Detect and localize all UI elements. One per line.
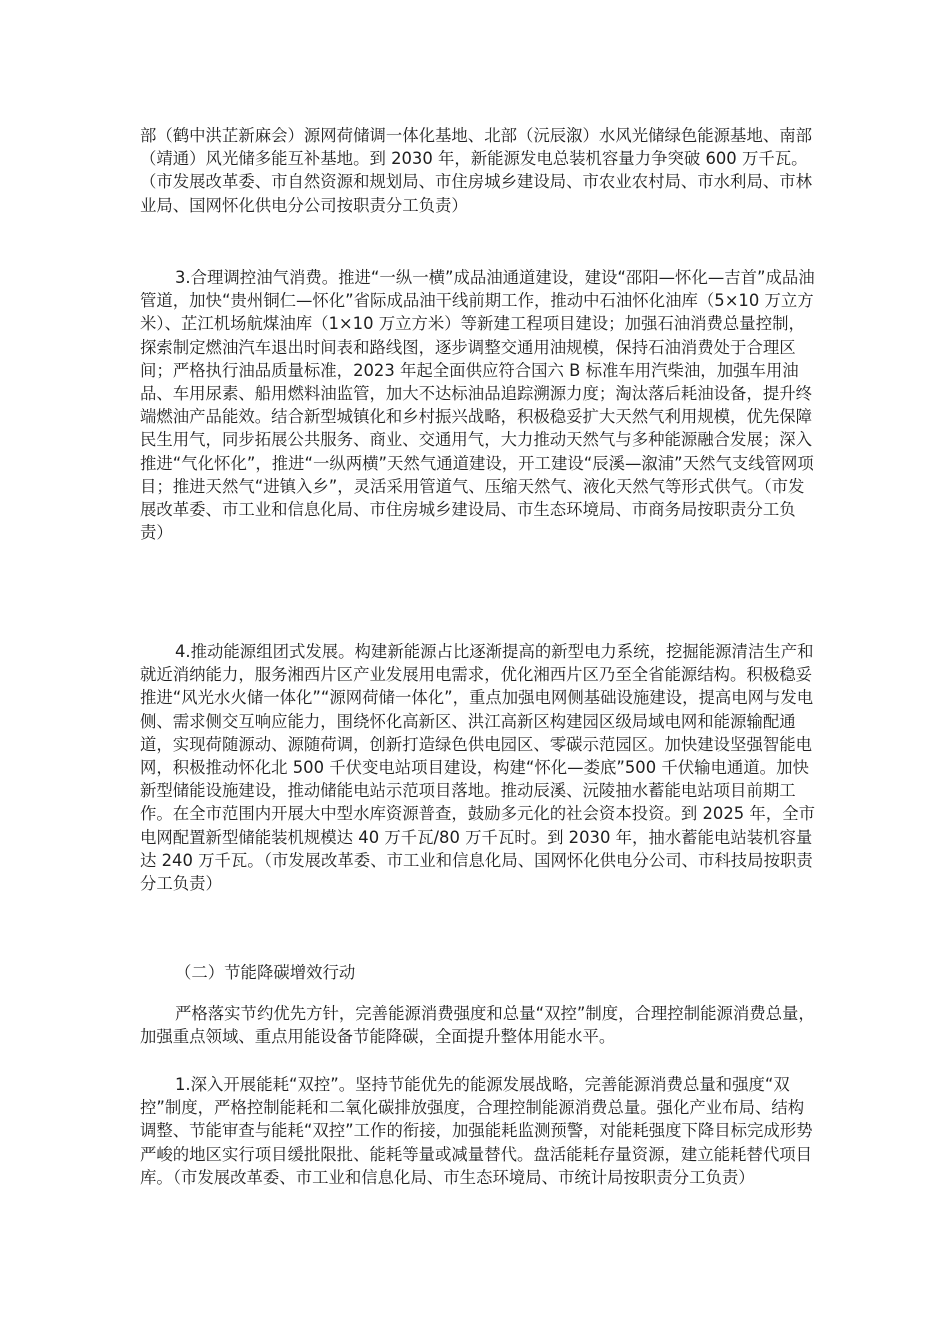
paragraph-oil-gas: 3.合理调控油气消费。推进“一纵一横”成品油通道建设，建设“邵阳—怀化—吉首”成品油管道，加快“贵州铜仁—怀化”省际成品油干线前期工作，推动中石油怀化油库（5×10 万立方米）、芷江机场航煤油库（1×10 万立方米）等新建工程项目建设；加强石油消费总量控制，探索制定燃油汽车退出时间表和路线图，逐步调整交通用油规模，保持石油消费处于合理区间；严格执行油品质量标准，2023 年起全面供应符合国六 B 标准车用汽柴油，加强车用油品、车用尿素、船用燃料油监管，加大不达标油品追踪溯源力度；淘汰落后耗油设备，提升终端燃油产品能效。结合新型城镇化和乡村振兴战略，积极稳妥扩大天然气利用规模，优先保障民生用气，同步拓展公共服务、商业、交通用气，大力推动天然气与多种能源融合发展；深入推进“气化怀化”，推进“一纵两横”天然气通道建设，开工建设“辰溪—溆浦”天然气支线管网项目；推进天然气“进镇入乡”，灵活采用管道气、压缩天然气、液化天然气等形式供气。（市发展改革委、市工业和信息化局、市住房城乡建设局、市生态环境局、市商务局按职责分工负责） (140, 268, 815, 543)
paragraph-dual-control: 1.深入开展能耗“双控”。坚持节能优先的能源发展战略，完善能源消费总量和强度“双控”制度，严格控制能耗和二氧化碳排放强度，合理控制能源消费总量。强化产业布局、结构调整、节能审查与能耗“双控”工作的衔接，加强能耗监测预警，对能耗强度下降目标完成形势严峻的地区实行项目缓批限批、能耗等量或减量替代。盘活能耗存量资源，建立能耗替代项目库。（市发展改革委、市工业和信息化局、市生态环境局、市统计局按职责分工负责） (140, 1075, 813, 1187)
section-heading: （二）节能降碳增效行动 (175, 963, 356, 982)
paragraph-continuation: 部（鹤中洪芷新麻会）源网荷储调一体化基地、北部（沅辰溆）水风光储绿色能源基地、南部（靖通）风光储多能互补基地。到 2030 年，新能源发电总装机容量力争突破 600 万千瓦。（市发展改革委、市自然资源和规划局、市住房城乡建设局、市农业农村局、市水利局、市林业局、国网怀化供电分公司按职责分工负责） (140, 126, 813, 215)
paragraph-energy-cluster: 4.推动能源组团式发展。构建新能源占比逐渐提高的新型电力系统，挖掘能源清洁生产和就近消纳能力，服务湘西片区产业发展用电需求，优化湘西片区乃至全省能源结构。积极稳妥推进“风光水火储一体化”“源网荷储一体化”，重点加强电网侧基础设施建设，提高电网与发电侧、需求侧交互响应能力，围绕怀化高新区、洪江高新区构建园区级局域电网和能源输配通道，实现荷随源动、源随荷调，创新打造绿色供电园区、零碳示范园区。加快建设坚强智能电网，积极推动怀化北 500 千伏变电站项目建设，构建“怀化—娄底”500 千伏输电通道。加快新型储能设施建设，推动储能电站示范项目落地。推动辰溪、沅陵抽水蓄能电站项目前期工作。在全市范围内开展大中型水库资源普查，鼓励多元化的社会资本投资。到 2025 年，全市电网配置新型储能装机规模达 40 万千瓦/80 万千瓦时。到 2030 年，抽水蓄能电站装机容量达 240 万千瓦。（市发展改革委、市工业和信息化局、国网怀化供电分公司、市科技局按职责分工负责） (140, 642, 815, 894)
paragraph-section-intro: 严格落实节约优先方针，完善能源消费强度和总量“双控”制度，合理控制能源消费总量，加强重点领域、重点用能设备节能降碳，全面提升整体用能水平。 (140, 1004, 815, 1047)
